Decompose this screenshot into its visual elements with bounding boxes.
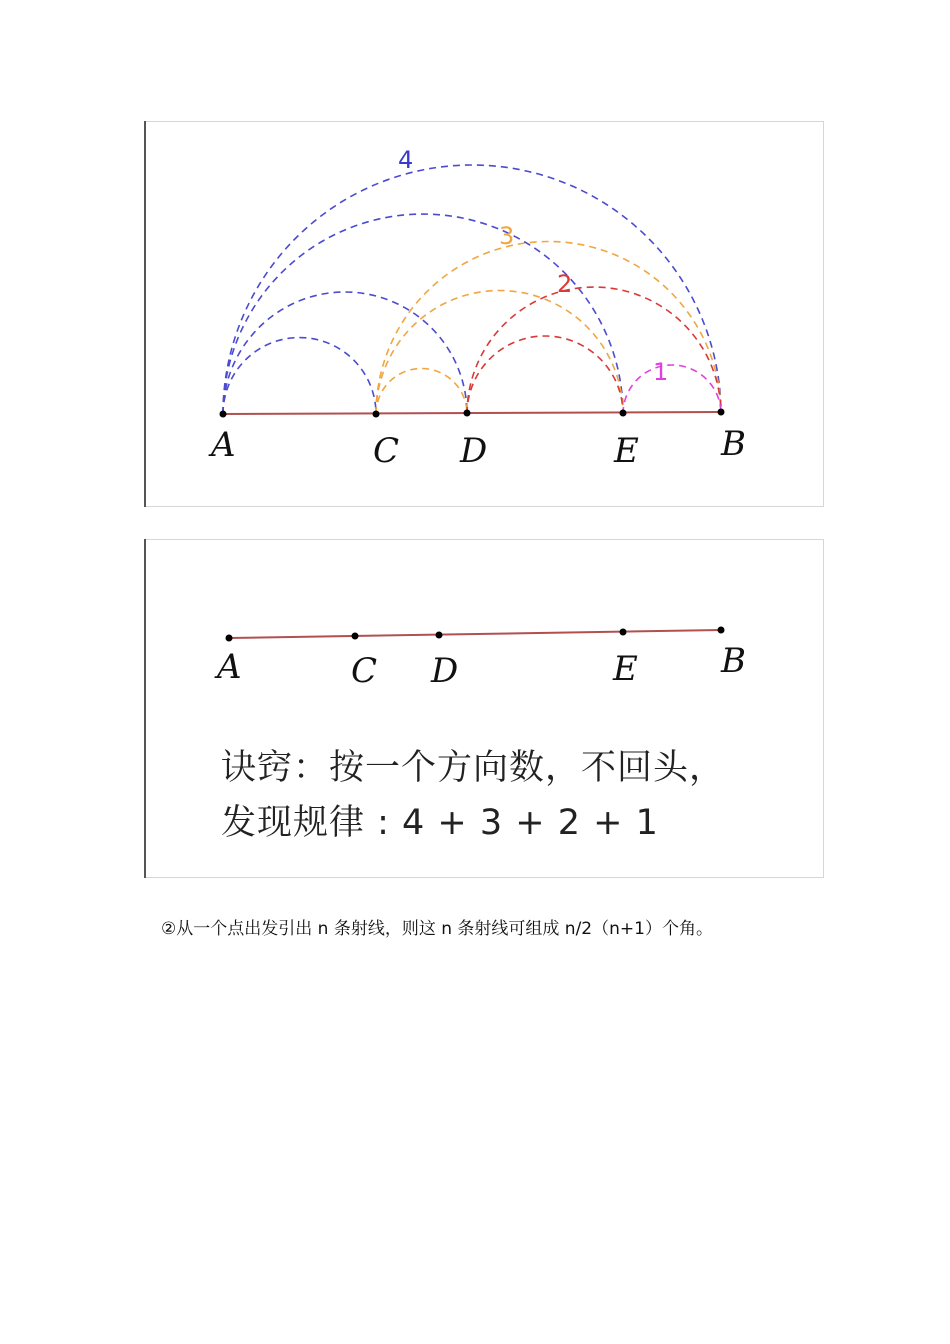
point-E (620, 629, 627, 636)
arc-A-C (223, 338, 376, 414)
orange-arcs (376, 242, 721, 415)
figure-tip (144, 539, 824, 878)
arc-label-1: 1 (653, 358, 669, 386)
caption-text: ②从一个点出发引出 n 条射线，则这 n 条射线可组成 n/2（n+1）个角。 (161, 919, 713, 939)
arc-C-D (376, 369, 467, 415)
tip-line-1: 诀窍：按一个方向数，不回头， (221, 748, 726, 788)
point-B (718, 409, 725, 416)
point-D (436, 632, 443, 639)
label-A: A (211, 425, 236, 465)
tip-line-2: 发现规律 : 4 + 3 + 2 + 1 (221, 803, 659, 843)
figure-arcs (144, 121, 824, 507)
arc-C-B (376, 242, 721, 415)
segment-AB (223, 412, 721, 414)
label-D: D (431, 651, 459, 691)
point-C (373, 411, 380, 418)
point-D (464, 410, 471, 417)
label-E: E (614, 431, 639, 471)
arc-D-E (467, 336, 623, 414)
arc-C-E (376, 291, 623, 415)
label-B: B (721, 641, 746, 681)
point-C (352, 633, 359, 640)
label-C: C (373, 431, 400, 471)
magenta-arcs (623, 365, 721, 414)
point-A (226, 635, 233, 642)
segment-AB (229, 630, 721, 638)
arc-A-E (223, 214, 623, 414)
label-D: D (460, 431, 488, 471)
arc-label-2: 2 (557, 270, 573, 298)
point-E (620, 410, 627, 417)
label-E: E (613, 649, 638, 689)
arc-E-B (623, 365, 721, 414)
label-C: C (351, 651, 378, 691)
arc-diagram (145, 122, 825, 508)
point-A (220, 411, 227, 418)
label-B: B (721, 424, 746, 464)
label-A: A (217, 647, 242, 687)
segment-diagram (145, 540, 825, 720)
arc-label-3: 3 (499, 222, 515, 250)
arc-label-4: 4 (398, 146, 414, 174)
point-B (718, 627, 725, 634)
